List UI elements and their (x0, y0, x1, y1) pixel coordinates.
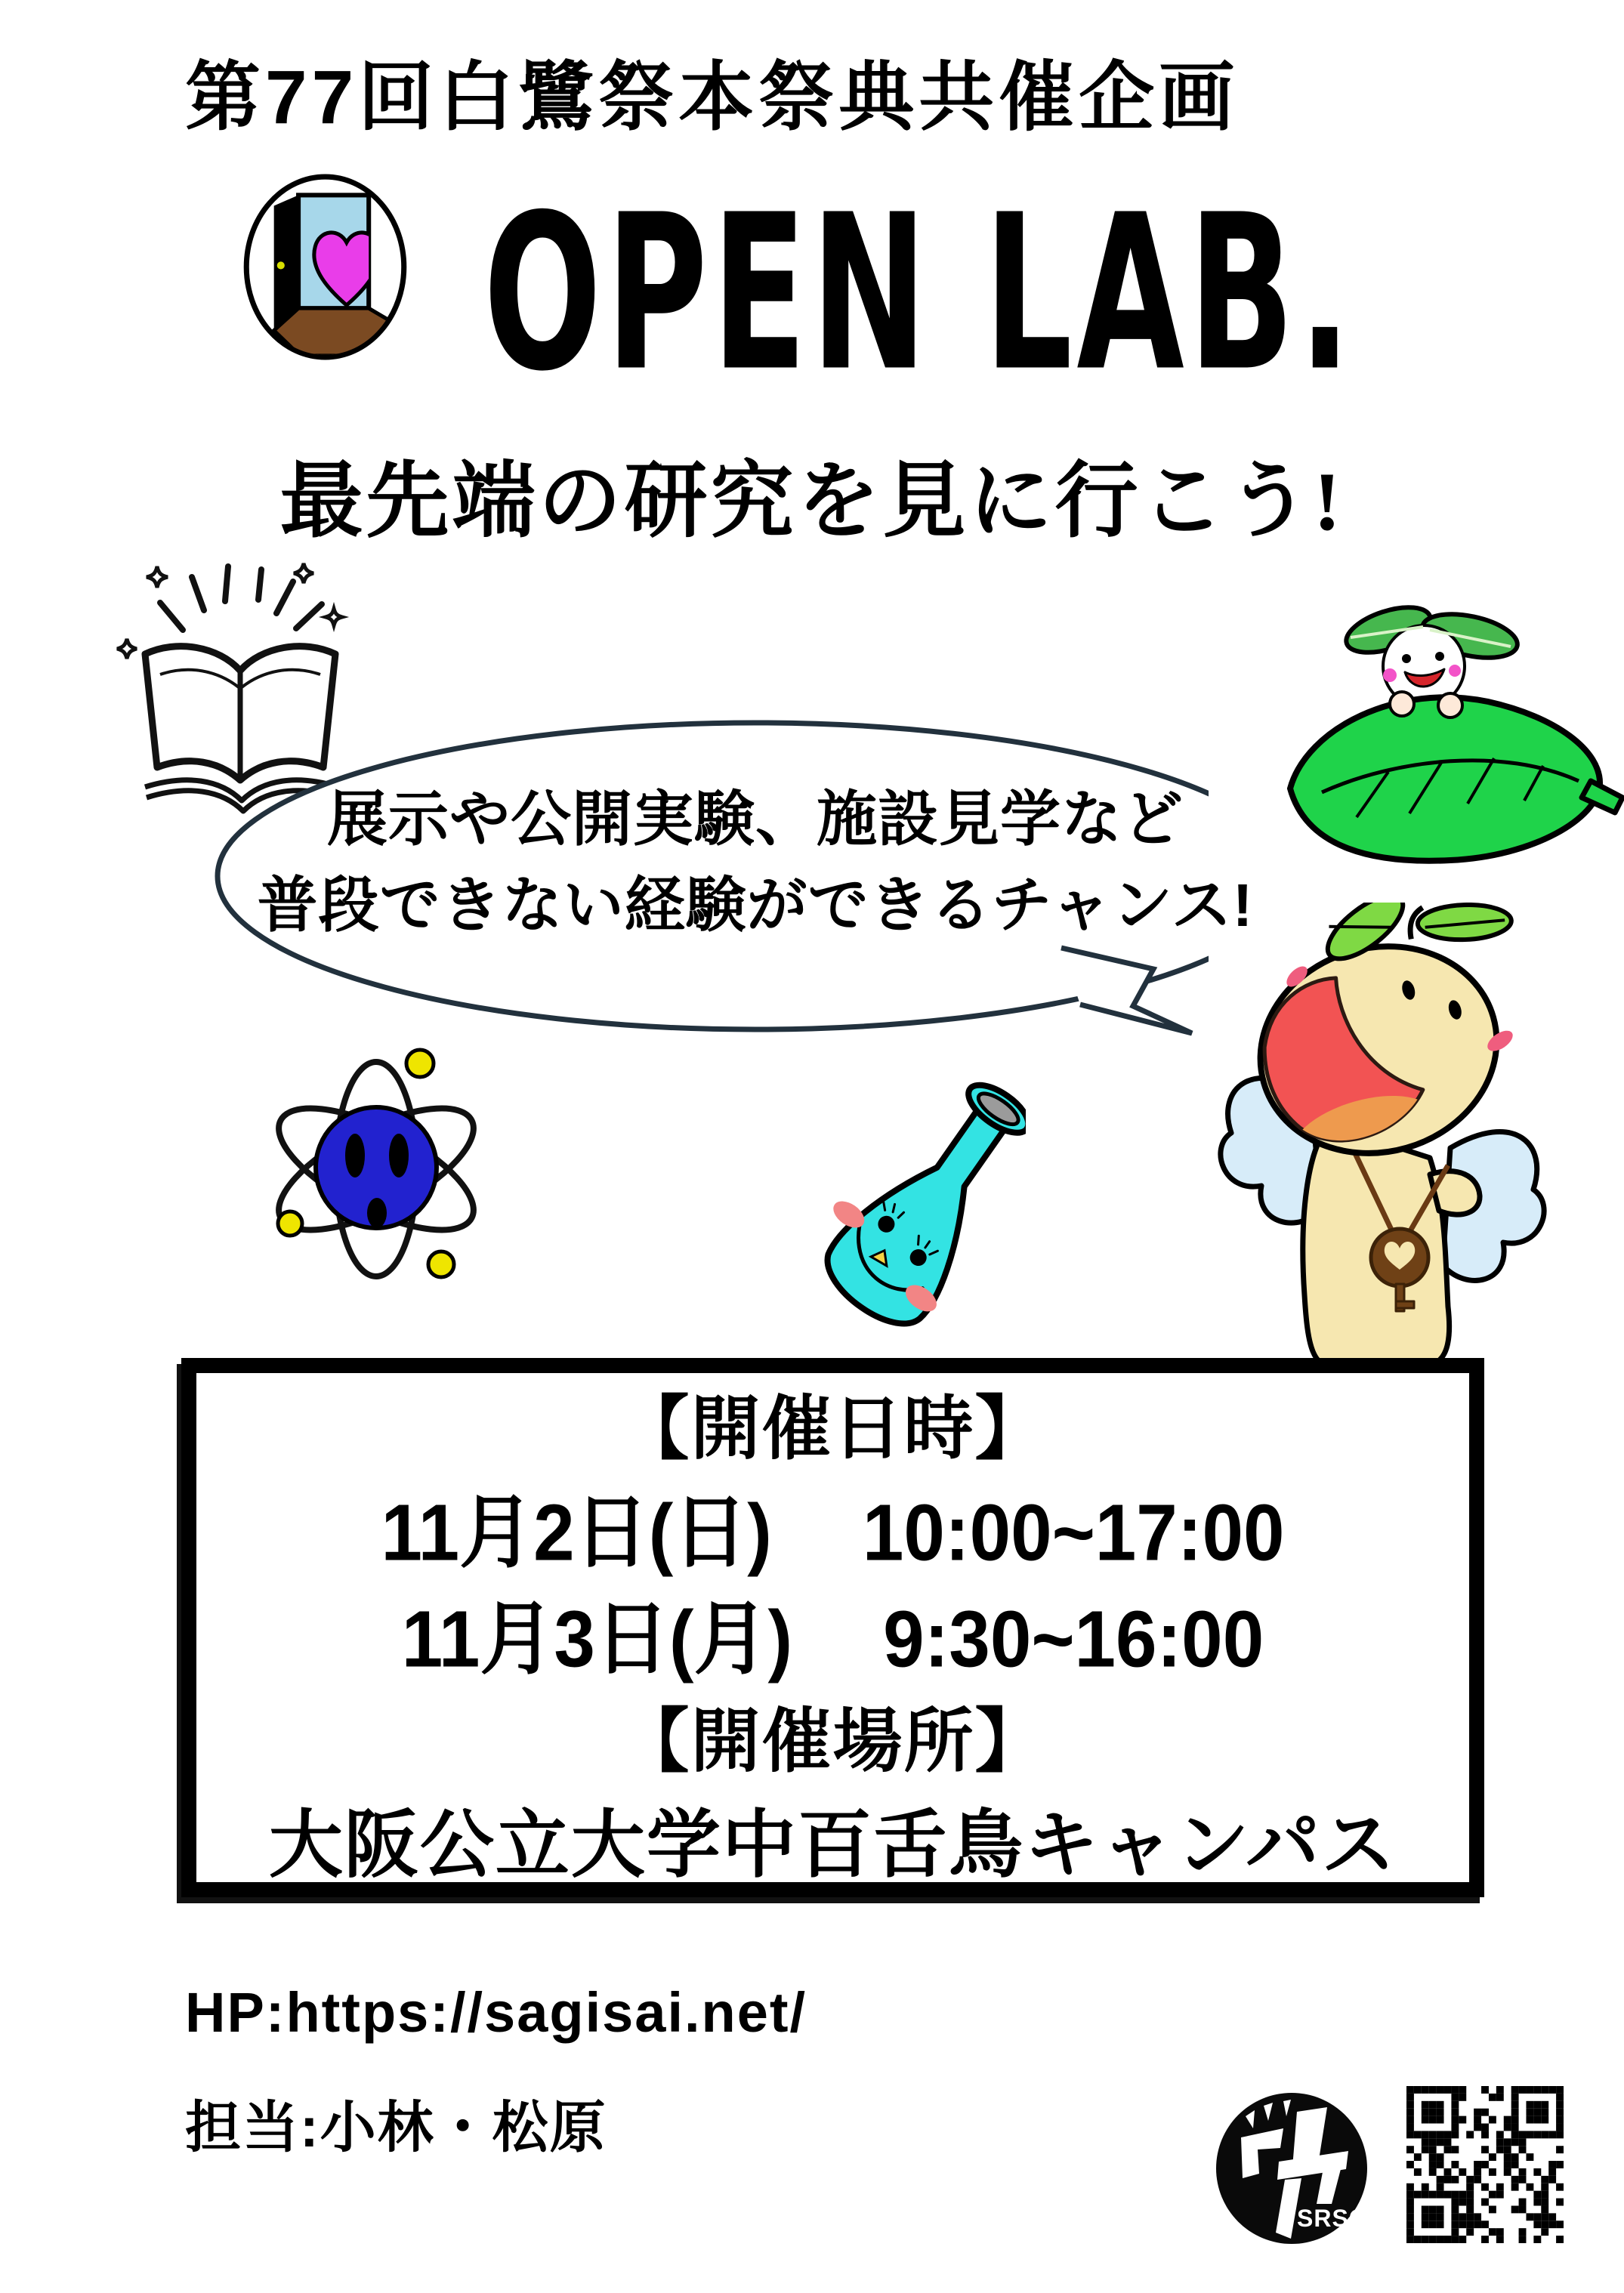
qr-code (1406, 2086, 1564, 2243)
atom-icon (263, 1026, 489, 1319)
subtitle: 最先端の研究を見に行こう! (279, 455, 1345, 548)
schedule-line-1 (381, 1468, 1285, 1583)
schedule-date: 11月3日(月) (401, 1594, 793, 1683)
header-text: 第77回白鷺祭本祭典共催企画 (185, 55, 1240, 140)
sprout-fairy-mascot-icon (1197, 903, 1560, 1393)
hp-label: HP: (185, 1981, 286, 2044)
homepage-line (185, 1980, 807, 2045)
schedule-date: 11月2日(日) (381, 1487, 772, 1577)
speech-bubble-line1: 展示や公開実験、施設見学など (327, 785, 1184, 853)
leaf-character-icon (1275, 598, 1624, 902)
speech-bubble-text (227, 776, 1284, 949)
hp-url: https://sagisai.net/ (286, 1981, 807, 2044)
speech-bubble-line2: 普段できない経験ができるチャンス! (257, 872, 1254, 940)
event-title: OPEN LAB. (483, 168, 1356, 419)
datetime-heading: 【開催日時】 (619, 1390, 1046, 1467)
location-heading: 【開催場所】 (619, 1703, 1046, 1780)
staff-line: 担当:小林・松原 (185, 2096, 607, 2159)
event-info-box (181, 1358, 1484, 1897)
schedule-line-2 (402, 1575, 1264, 1690)
schedule-time: 10:00~17:00 (862, 1487, 1285, 1577)
open-door-logo-icon (243, 174, 408, 361)
location-text: 大阪公立大学中百舌鳥キャンパス (268, 1803, 1397, 1886)
schedule-time: 9:30~16:00 (883, 1594, 1264, 1683)
srsg-logo-icon (1212, 2089, 1371, 2248)
flask-character-icon (776, 1048, 1026, 1359)
srsg-label: SRSG (1297, 2205, 1369, 2232)
